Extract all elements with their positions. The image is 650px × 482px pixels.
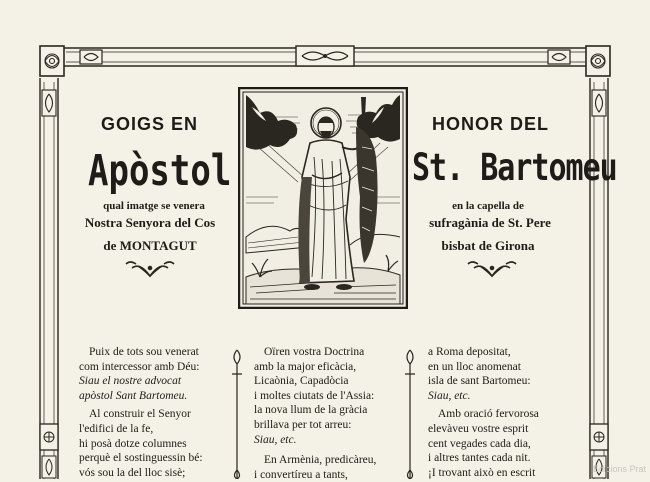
verse-line: brillava per tot arreu: [254, 418, 352, 431]
verse-line: Amb oració fervorosa [438, 408, 539, 421]
verse-line: i altres tantes cada nit. [428, 452, 531, 465]
verse-line: com intercessor amb Déu: [79, 360, 200, 373]
verse-line: Siau, etc. [428, 389, 471, 402]
verse-line: Oïren vostra Doctrina [264, 346, 365, 358]
apostle-woodcut [238, 87, 408, 309]
verse-line: l'edifici de la fe, [79, 422, 154, 435]
verse-line: cent vegades cada dia, [428, 437, 531, 450]
verse-column-3 [428, 345, 539, 480]
verse-line: En Armènia, predicàreu, [264, 454, 377, 467]
title-left-top: GOIGS EN [101, 114, 199, 134]
title-right-top: HONOR DEL [432, 114, 549, 134]
verse-line: Siau el nostre advocat [79, 375, 182, 388]
verse-line: perquè el sostinguessin bé: [79, 452, 203, 465]
left-caption-line3: de MONTAGUT [103, 238, 197, 253]
right-caption-line3: bisbat de Girona [441, 238, 535, 253]
flourish-left [126, 262, 174, 276]
verse-line: en un lloc anomenat [428, 360, 521, 373]
verse-line: elevàveu vostre esprit [428, 422, 529, 435]
watermark: Edicions Prat [592, 464, 646, 474]
right-caption-line1: en la capella de [452, 200, 524, 212]
verse-line: vós sou la del lloc sisè; [79, 466, 186, 479]
verse-line: i moltes ciutats de l'Assia: [254, 389, 375, 402]
verse-line: a Roma depositat, [428, 346, 511, 358]
verse-column-1 [79, 345, 203, 480]
verse-line: Siau, etc. [254, 433, 297, 446]
verse-column-2 [254, 345, 376, 482]
verse-line: Puix de tots sou venerat [89, 346, 199, 358]
title-right-big: St. Bartomeu [412, 146, 617, 190]
left-caption-line1: qual imatge se venera [103, 200, 205, 212]
left-caption-line2: Nostra Senyora del Cos [84, 215, 216, 230]
verse-line: ¡I trovant això en escrit [428, 466, 536, 479]
right-caption-line2: sufragània de St. Pere [429, 215, 551, 230]
verse-line: i convertíreu a tants, [254, 468, 348, 481]
flourish-right [468, 262, 516, 276]
verse-line: hi posà dotze columnes [79, 437, 187, 450]
title-left-big: Apòstol [88, 146, 232, 196]
verse-line: apòstol Sant Bartomeu. [79, 389, 188, 402]
verse-line: la nova llum de la gràcia [254, 404, 368, 417]
verse-line: isla de sant Bartomeu: [428, 375, 531, 388]
verse-line: amb la major eficàcia, [254, 360, 357, 373]
verse-line: Al construir el Senyor [89, 408, 191, 421]
verse-line: Licaònia, Capadòcia [254, 375, 349, 388]
